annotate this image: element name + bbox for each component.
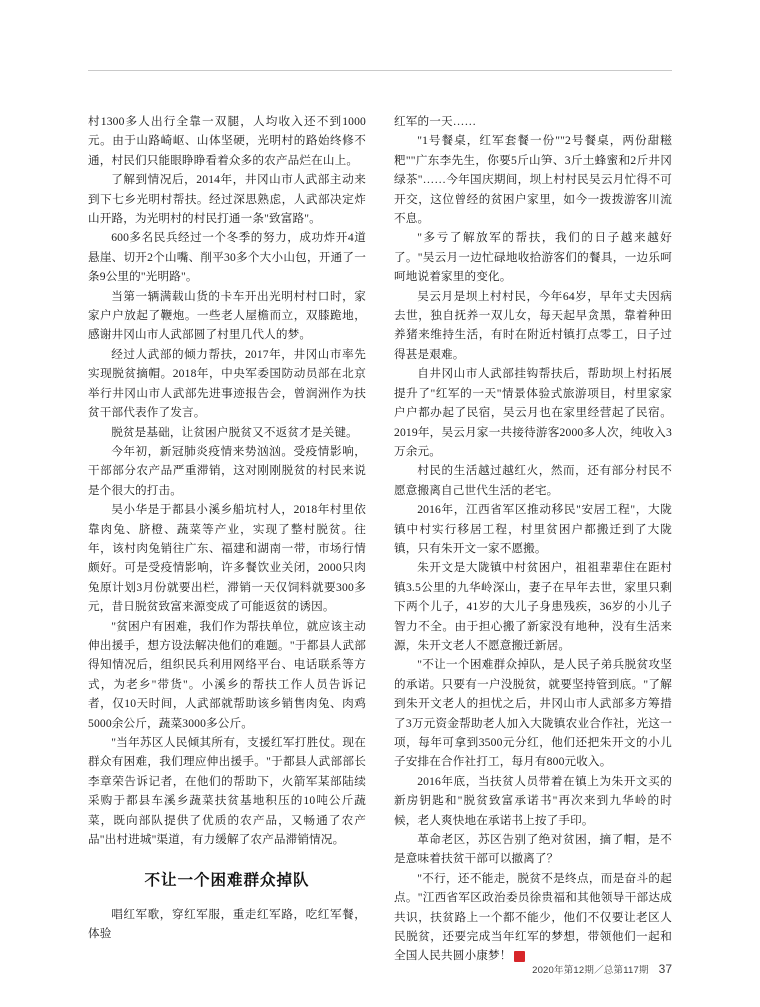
- paragraph: "当年苏区人民倾其所有，支援红军打胜仗。现在群众有困难，我们理应伸出援手。"于都县人武部部长李章荣告诉记者，在他们的帮助下，火箭军某部陆续采购于都县车溪乡蔬菜扶贫基地积压的10吨公斤蔬菜，既向部队提供了优质的农产品，又畅通了农产品"出村进城"渠道，有力缓解了农产品滞销情况。: [88, 736, 366, 847]
- paragraph-final: [394, 869, 672, 966]
- article-columns: [88, 112, 672, 963]
- paragraph: 革命老区，苏区告别了绝对贫困，摘了帽，是不是意味着扶贫干部可以撤离了？: [394, 833, 672, 866]
- page-number: 37: [658, 962, 672, 976]
- paragraph: 村1300多人出行全靠一双腿，人均收入还不到1000元。由于山路崎岖、山体坚硬，光明村的路始终修不通，村民们只能眼睁睁看着众多的农产品烂在山上。: [88, 115, 366, 167]
- paragraph: 红军的一天……: [394, 115, 477, 128]
- paragraph: 吴小华是于都县小溪乡船坑村人，2018年村里依靠肉兔、脐橙、蔬菜等产业，实现了整村脱贫。往年，该村肉兔销往广东、福建和湖南一带，市场行情颇好。可是受疫情影响，许多餐饮业关闭，2000只肉兔原计划3月份就要出栏，滞销一天仅饲料就要300多元，昔日脱贫致富来源变成了可能返贫的诱因。: [88, 503, 366, 614]
- paragraph: "多亏了解放军的帮扶，我们的日子越来越好了。"吴云月一边忙碌地收拾游客们的餐具，一边乐呵呵地说着家里的变化。: [394, 231, 672, 284]
- paragraph: 脱贫是基础，让贫困户脱贫又不返贫才是关键。: [111, 425, 358, 439]
- section-heading: 不让一个困难群众掉队: [144, 872, 310, 890]
- paragraph: 了解到情况后，2014年，井冈山市人武部主动来到下七乡光明村帮扶。经过深思熟虑，人武部决定炸山开路，为光明村的村民打通一条"致富路"。: [88, 173, 366, 226]
- paragraph: 2016年，江西省军区推动移民"安居工程"，大陇镇中村实行移居工程，村里贫困户都搬迁到了大陇镇，只有朱开文一家不愿搬。: [394, 503, 672, 555]
- paragraph: 600多名民兵经过一个冬季的努力，成功炸开4道悬崖、切开2个山嘴、削平30多个大小山包，开通了一条9公里的"光明路"。: [88, 231, 366, 284]
- header-divider: [88, 70, 672, 71]
- paragraph: 2016年底，当扶贫人员带着在镇上为朱开文买的新房钥匙和"脱贫致富承诺书"再次来到九华岭的时候，老人爽快地在承诺书上按了手印。: [394, 774, 672, 827]
- paragraph: "不让一个困难群众掉队，是人民子弟兵脱贫攻坚的承诺。只要有一户没脱贫，就要坚持管到底。"了解到朱开文老人的担忧之后，井冈山市人武部多方筹措了3万元资金帮助老人加入大陇镇农业合作社，光这一项，每年可拿到3500元分红，他们还把朱开文的小儿子安排在合作社打工，每月有800元收入。: [394, 658, 672, 769]
- right-column: [394, 112, 672, 963]
- paragraph-text: "不行，还不能走，脱贫不是终点，而是奋斗的起点。"江西省军区政治委员徐贵福和其他领导干部达成共识，扶贫路上一个都不能少，他们不仅要让老区人民脱贫，还要完成当年红军的梦想，带领他们一起和全国人民共圆小康梦！: [394, 871, 672, 963]
- issue-label: 2020年第12期／总第117期: [532, 965, 649, 976]
- paragraph: 唱红军歌，穿红军服，重走红军路，吃红军餐，体验: [88, 907, 366, 941]
- paragraph: 朱开文是大陇镇中村贫困户，祖祖辈辈住在距村镇3.5公里的九华岭深山，妻子在早年去世，家里只剩下两个儿子，41岁的大儿子身患残疾，36岁的小儿子智力不全。由于担心搬了新家没有地种，没有生活来源，朱开文老人不愿意搬迁新居。: [394, 561, 672, 652]
- paragraph: 吴云月是坝上村村民，今年64岁，早年丈夫因病去世，独自抚养一双儿女，每天起早贪黑，靠着种田养猪来维持生活，有时在附近村镇打点零工，日子过得甚是艰难。: [394, 289, 672, 361]
- paragraph: 经过人武部的倾力帮扶，2017年，井冈山市率先实现脱贫摘帽。2018年，中央军委国防动员部在北京举行井冈山市人武部先进事迹报告会，曾润洲作为扶贫干部代表作了发言。: [88, 347, 366, 420]
- paragraph: 自井冈山市人武部挂钩帮扶后，帮助坝上村拓展提升了"红军的一天"情景体验式旅游项目，村里家家户户都办起了民宿，吴云月也在家里经营起了民宿。2019年，吴云月家一共接待游客2000多人次，纯收入3万余元。: [394, 367, 672, 458]
- paragraph: "贫困户有困难，我们作为帮扶单位，就应该主动伸出援手，想方设法解决他们的难题。"于都县人武部得知情况后，组织民兵利用网络平台、电话联系等方式，为老乡"带货"。小溪乡的帮扶工作人员告诉记者，仅10天时间，人武部就帮助该乡销售肉兔、肉鸡5000余公斤，蔬菜3000多公斤。: [88, 619, 366, 730]
- end-mark-icon: C: [514, 951, 525, 962]
- paragraph: 村民的生活越过越红火，然而，还有部分村民不愿意搬离自己世代生活的老宅。: [394, 464, 672, 497]
- paragraph: "1号餐桌，红军套餐一份""2号餐桌，两份甜糍粑""广东李先生，你要5斤山笋、3斤土蜂蜜和2斤井冈绿茶"……今年国庆期间，坝上村村民吴云月忙得不可开交，这位曾经的贫困户家里，如今一拨拨游客川流不息。: [394, 134, 672, 226]
- paragraph: 今年初，新冠肺炎疫情来势汹汹。受疫情影响，干部部分农产品严重滞销，这对刚刚脱贫的村民来说是个很大的打击。: [88, 444, 366, 497]
- page-footer: [88, 962, 672, 976]
- left-column: [88, 112, 366, 942]
- paragraph: 当第一辆满载山货的卡车开出光明村村口时，家家户户放起了鞭炮。一些老人屋檐而立，双膝跪地，感谢井冈山市人武部圆了村里几代人的梦。: [88, 289, 366, 342]
